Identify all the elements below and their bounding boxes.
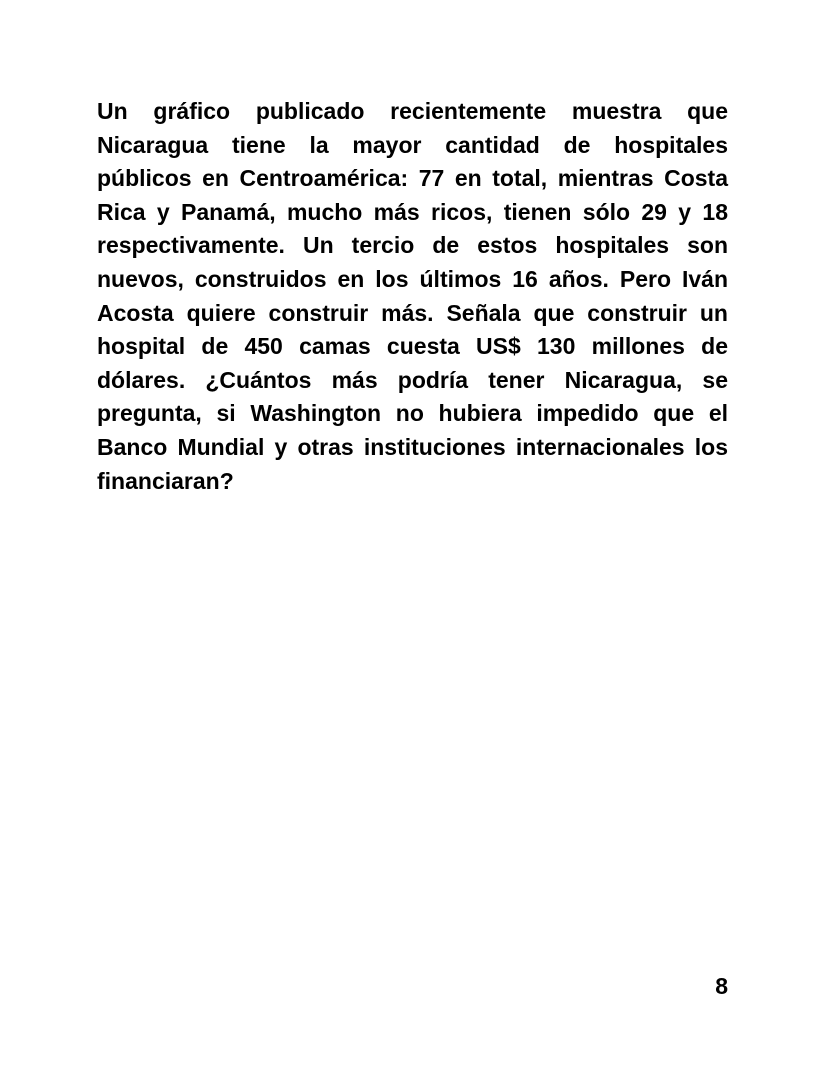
paragraph-line: nuevos, construidos en los últimos 16 años. Pero Iván (97, 265, 728, 292)
paragraph-line: Banco Mundial y otras instituciones internacionales los (97, 433, 728, 460)
paragraph-line: dólares. ¿Cuántos más podría tener Nicaragua, se (97, 366, 728, 393)
paragraph-line: respectivamente. Un tercio de estos hospitales son (97, 232, 728, 259)
paragraph-line: Un gráfico publicado recientemente muestra que (97, 98, 728, 124)
paragraph-line: Rica y Panamá, mucho más ricos, tienen sólo 29 y 18 (97, 198, 728, 225)
paragraph-line: financiaran? (97, 467, 234, 494)
body-paragraph (97, 95, 728, 498)
paragraph-line: hospital de 450 camas cuesta US$ 130 millones de (97, 333, 728, 360)
paragraph-line: pregunta, si Washington no hubiera impedido que el (97, 400, 728, 427)
paragraph-line: públicos en Centroamérica: 77 en total, mientras Costa (97, 165, 728, 192)
paragraph-line: Acosta quiere construir más. Señala que construir un (97, 299, 728, 326)
paragraph-line: Nicaragua tiene la mayor cantidad de hospitales (97, 131, 728, 158)
page-number: 8 (715, 973, 728, 999)
